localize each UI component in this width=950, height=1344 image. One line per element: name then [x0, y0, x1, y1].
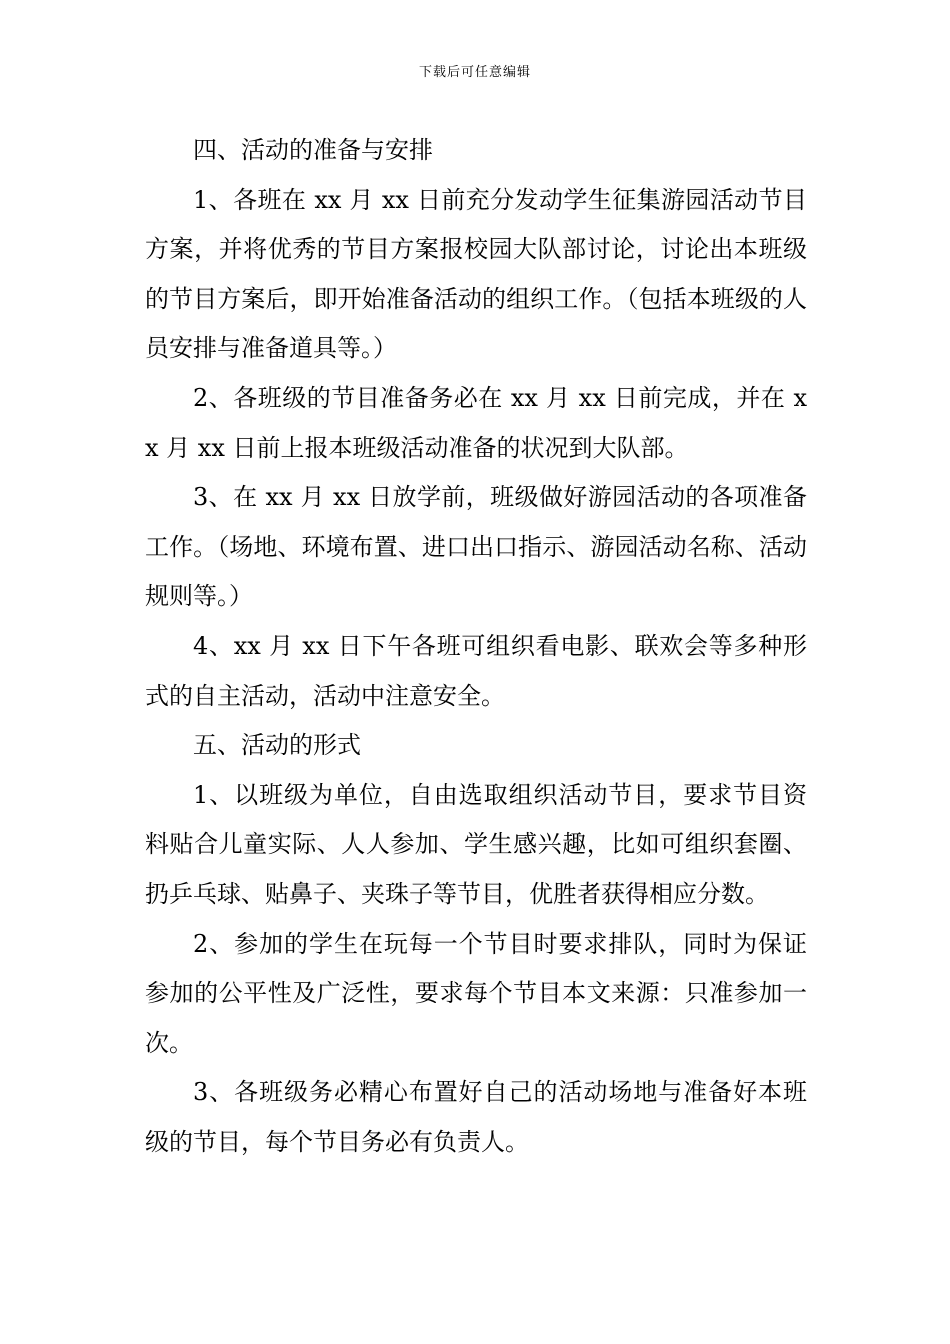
paragraph-prep-1: 1、各班在 xx 月 xx 日前充分发动学生征集游园活动节目方案，并将优秀的节目方案报校园大队部讨论，讨论出本班级的节目方案后，即开始准备活动的组织工作。（包括本班级的人员安排与准备道具等。） — [145, 185, 807, 363]
paragraph-format-2: 2、参加的学生在玩每一个节目时要求排队，同时为保证参加的公平性及广泛性，要求每个节目本文来源：只准参加一次。 — [145, 929, 807, 1057]
paragraph-format-1: 1、以班级为单位，自由选取组织活动节目，要求节目资料贴合儿童实际、人人参加、学生感兴趣，比如可组织套圈、扔乒乓球、贴鼻子、夹珠子等节目，优胜者获得相应分数。 — [145, 780, 807, 908]
section-heading-format: 五、活动的形式 — [193, 731, 361, 760]
paragraph-prep-3: 3、在 xx 月 xx 日放学前，班级做好游园活动的各项准备工作。（场地、环境布置、进口出口指示、游园活动名称、活动规则等。） — [145, 483, 807, 611]
paragraph-format-3: 3、各班级务必精心布置好自己的活动场地与准备好本班级的节目，每个节目务必有负责人。 — [145, 1078, 807, 1156]
paragraph-prep-2: 2、各班级的节目准备务必在 xx 月 xx 日前完成，并在 xx 月 xx 日前上报本班级活动准备的状况到大队部。 — [145, 383, 807, 462]
section-heading-preparation: 四、活动的准备与安排 — [193, 136, 433, 164]
document-body — [145, 126, 807, 1167]
paragraph-prep-4: 4、xx 月 xx 日下午各班可组织看电影、联欢会等多种形式的自主活动，活动中注意安全。 — [145, 631, 807, 710]
page-header: 下载后可任意编辑 — [418, 65, 531, 80]
